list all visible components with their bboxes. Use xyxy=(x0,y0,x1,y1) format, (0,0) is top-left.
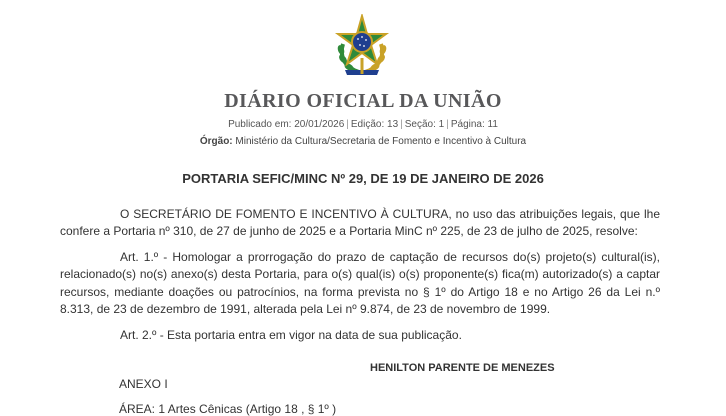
preamble-text: O SECRETÁRIO DE FOMENTO E INCENTIVO À CULTURA, no uso das atribuições legais, que lhe confere a Portaria nº 310, de 27 de junho de 2025 e a Portaria MinC nº 225, de 23 de julho de 2025, resolve: xyxy=(60,207,660,239)
brazil-coat-of-arms-icon xyxy=(331,14,393,78)
annex-heading: ANEXO I xyxy=(119,377,168,391)
published-date: Publicado em: 20/01/2026 xyxy=(228,119,345,130)
preamble-paragraph xyxy=(60,206,660,241)
page-number: Página: 11 xyxy=(450,119,498,130)
orgao-value: Ministério da Cultura/Secretaria de Fomento e Incentivo à Cultura xyxy=(235,136,527,147)
article-2-paragraph xyxy=(60,327,660,344)
section-number: Seção: 1 xyxy=(404,119,445,130)
portaria-title: PORTARIA SEFIC/MINC Nº 29, DE 19 DE JANEIRO DE 2026 xyxy=(182,171,544,186)
area-line: ÁREA: 1 Artes Cênicas (Artigo 18 , § 1º ) xyxy=(119,402,337,416)
publication-meta: Publicado em: 20/01/2026 | Edição: 13 | Seção: 1 | Página: 11 xyxy=(228,119,498,130)
newspaper-title: DIÁRIO OFICIAL DA UNIÃO xyxy=(224,90,502,112)
signer-name: HENILTON PARENTE DE MENEZES xyxy=(370,362,555,374)
issuing-body xyxy=(0,136,726,147)
orgao-label: Órgão: xyxy=(199,136,233,147)
article-1-text: Art. 1.º - Homologar a prorrogação do prazo de captação de recursos do(s) projeto(s) cultural(is), relacionado(s) no(s) anexo(s) desta Portaria, para o(s) qual(is) o(s) proponente(s) fica(m) autorizado(s) a captar recursos, mediante doações ou patrocínios, na forma prevista no § 1º do Artigo 18 e no Artigo 26 da Lei n.º 8.313, de 23 de dezembro de 1991, alterada pela Lei nº 9.874, de 23 de novembro de 1999. xyxy=(60,250,660,316)
article-2-text: Art. 2.º - Esta portaria entra em vigor na data de sua publicação. xyxy=(120,328,462,342)
edition-number: Edição: 13 xyxy=(350,119,399,130)
article-1-paragraph xyxy=(60,249,660,318)
